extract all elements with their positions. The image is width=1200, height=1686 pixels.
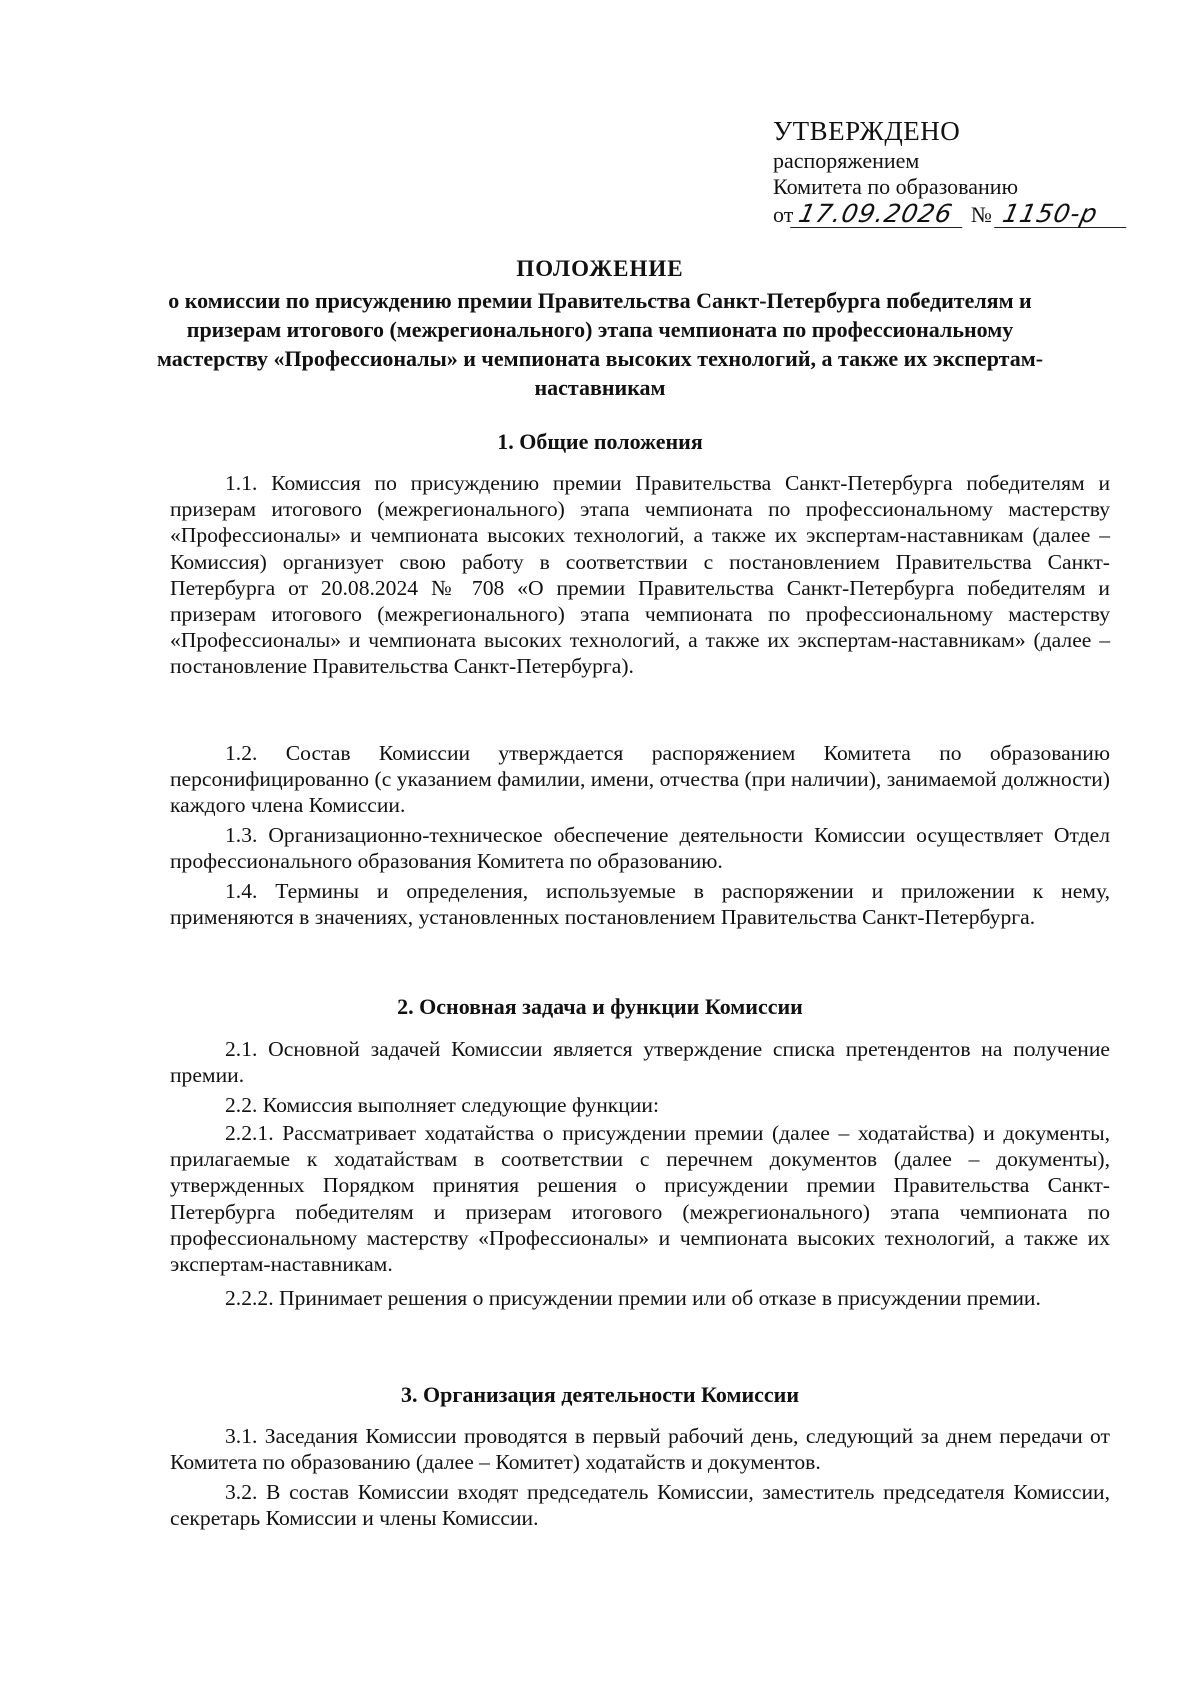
approved-heading: УТВЕРЖДЕНО [773, 116, 961, 146]
paragraph-3-1: 3.1. Заседания Комиссии проводятся в первый рабочий день, следующий за днем передачи от Комитета по образованию (далее – Комитет) ходатайств и документов. [170, 1424, 1110, 1475]
section-heading-2: 2. Основная задача и функции Комиссии [397, 994, 803, 1019]
number-label: № [970, 202, 992, 227]
title-main: ПОЛОЖЕНИЕ [516, 256, 684, 281]
paragraph-1-3: 1.3. Организационно-техническое обеспечение деятельности Комиссии осуществляет Отдел профессионального образования Комитета по образованию. [170, 823, 1110, 874]
section-heading-1: 1. Общие положения [497, 429, 703, 454]
paragraph-1-1: 1.1. Комиссия по присуждению премии Правительства Санкт-Петербурга победителям и призерам итогового (межрегионального) этапа чемпионата по профессиональному мастерству «Профессионалы» и чемпионата высоких технологий, а также их экспертам-наставникам (далее – Комиссия) организует свою работу в соответствии с постановлением Правительства Санкт-Петербурга от 20.08.2024 № 708 «О премии Правительства Санкт-Петербурга победителям и призерам итогового (межрегионального) этапа чемпионата по профессиональному мастерству «Профессионалы» и чемпионата высоких технологий, а также их экспертам-наставникам» (далее – постановление Правительства Санкт-Петербурга). [170, 471, 1110, 679]
approval-date-number [773, 200, 1133, 236]
title-subtitle: о комиссии по присуждению премии Правительства Санкт-Петербурга победителям и призерам итогового (межрегионального) этапа чемпионата по профессиональному мастерству «Профессионалы» и чемпионата высоких технологий, а также их экспертам-наставникам [156, 288, 1044, 400]
date-prefix: от [773, 202, 794, 227]
approval-line-committee: Комитета по образованию [773, 174, 1019, 199]
handwritten-date: 17.09.2026 [790, 201, 968, 228]
paragraph-1-2: 1.2. Состав Комиссии утверждается распоряжением Комитета по образованию персонифицированно (с указанием фамилии, имени, отчества (при наличии), занимаемой должности) каждого члена Комиссии. [170, 741, 1110, 818]
paragraph-3-2: 3.2. В состав Комиссии входят председатель Комиссии, заместитель председателя Комиссии, секретарь Комиссии и члены Комиссии. [170, 1480, 1110, 1531]
approval-line-order: распоряжением [773, 148, 920, 173]
paragraph-2-1: 2.1. Основной задачей Комиссии является утверждение списка претендентов на получение премии. [170, 1037, 1110, 1088]
paragraph-1-4: 1.4. Термины и определения, используемые в распоряжении и приложении к нему, применяются в значениях, установленных постановлением Правительства Санкт-Петербурга. [170, 879, 1110, 930]
paragraph-2-2-1: 2.2.1. Рассматривает ходатайства о присуждении премии (далее – ходатайства) и документы, прилагаемые к ходатайствам в соответствии с перечнем документов (далее – документы), утвержденных Порядком принятия решения о присуждении премии Правительства Санкт-Петербурга победителям и призерам итогового (межрегионального) этапа чемпионата по профессиональному мастерству «Профессионалы» и чемпионата высоких технологий, а также их экспертам-наставникам. [170, 1121, 1110, 1277]
handwritten-number: 1150-р [994, 201, 1132, 228]
document-title [140, 252, 1060, 402]
approval-stamp-block [773, 114, 1133, 236]
paragraph-2-2: 2.2. Комиссия выполняет следующие функции: [225, 1093, 659, 1117]
section-heading-3: 3. Организация деятельности Комиссии [400, 1382, 800, 1407]
paragraph-2-2-2: 2.2.2. Принимает решения о присуждении премии или об отказе в присуждении премии. [225, 1286, 1041, 1310]
